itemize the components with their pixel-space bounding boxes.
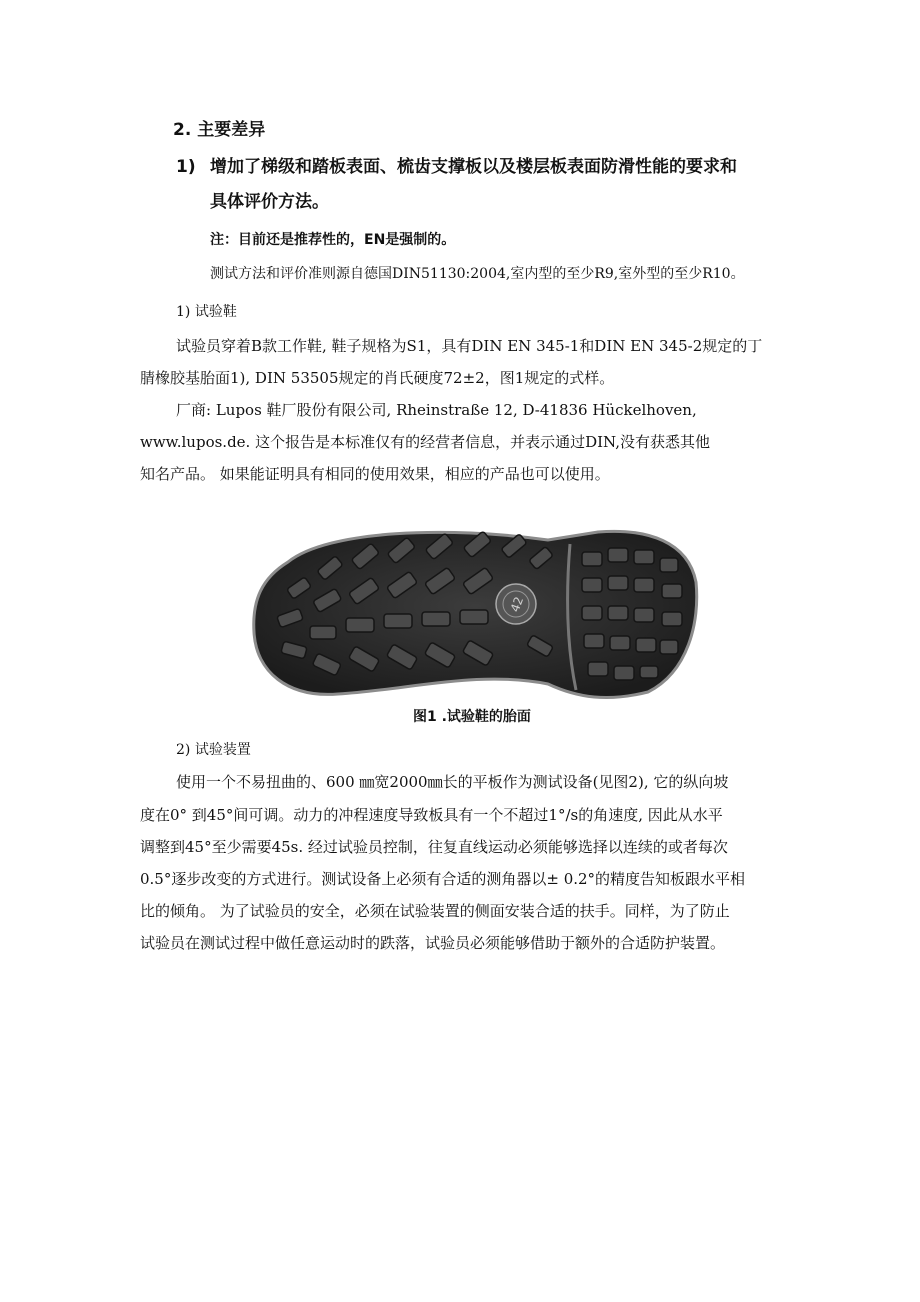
item-heading-line1: 增加了梯级和踏板表面、梳齿支撑板以及楼层板表面防滑性能的要求和 — [210, 157, 737, 177]
shoe-para2-line3: 知名产品。 如果能证明具有相同的使用效果，相应的产品也可以使用。 — [140, 465, 610, 483]
sole-size-stamp: 42 — [507, 594, 527, 614]
shoe-sole-image — [248, 522, 700, 702]
device-title: 2) 试验装置 — [176, 742, 251, 758]
shoe-title: 1) 试验鞋 — [176, 304, 237, 320]
figure-caption: 图1 .试验鞋的胎面 — [413, 709, 531, 725]
method-text: 测试方法和评价准则源自德国DIN51130:2004,室内型的至少R9,室外型的至少R10。 — [210, 266, 745, 282]
device-line2: 度在0° 到45°间可调。动力的冲程速度导致板具有一个不超过1°/s的角速度, 因此从水平 — [140, 806, 723, 824]
item-heading-line2: 具体评价方法。 — [210, 192, 329, 212]
shoe-para2-line2: www.lupos.de. 这个报告是本标准仅有的经营者信息，并表示通过DIN,没有获悉其他 — [140, 433, 710, 451]
device-line4: 0.5°逐步改变的方式进行。测试设备上必须有合适的测角器以± 0.2°的精度告知板跟水平相 — [140, 870, 746, 888]
shoe-para2-line1: 厂商: Lupos 鞋厂股份有限公司, Rheinstraße 12, D-41836 Hückelhoven, — [176, 401, 697, 419]
device-line5: 比的倾角。 为了试验员的安全，必须在试验装置的侧面安装合适的扶手。同样，为了防止 — [140, 902, 730, 920]
note-text: 注：目前还是推荐性的，EN是强制的。 — [210, 232, 456, 248]
shoe-para1-line1: 试验员穿着B款工作鞋, 鞋子规格为S1，具有DIN EN 345-1和DIN EN 345-2规定的丁 — [176, 337, 763, 355]
device-line1: 使用一个不易扭曲的、600 ㎜宽2000㎜长的平板作为测试设备(见图2), 它的纵向坡 — [176, 773, 729, 791]
item-number: 1) — [176, 157, 196, 177]
device-line6: 试验员在测试过程中做任意运动时的跌落，试验员必须能够借助于额外的合适防护装置。 — [140, 934, 726, 952]
shoe-para1-line2: 腈橡胶基胎面1), DIN 53505规定的肖氏硬度72±2，图1规定的式样。 — [140, 369, 615, 387]
section-heading: 2. 主要差异 — [173, 120, 266, 140]
device-line3: 调整到45°至少需要45s. 经过试验员控制，往复直线运动必须能够选择以连续的或者每次 — [140, 838, 728, 856]
